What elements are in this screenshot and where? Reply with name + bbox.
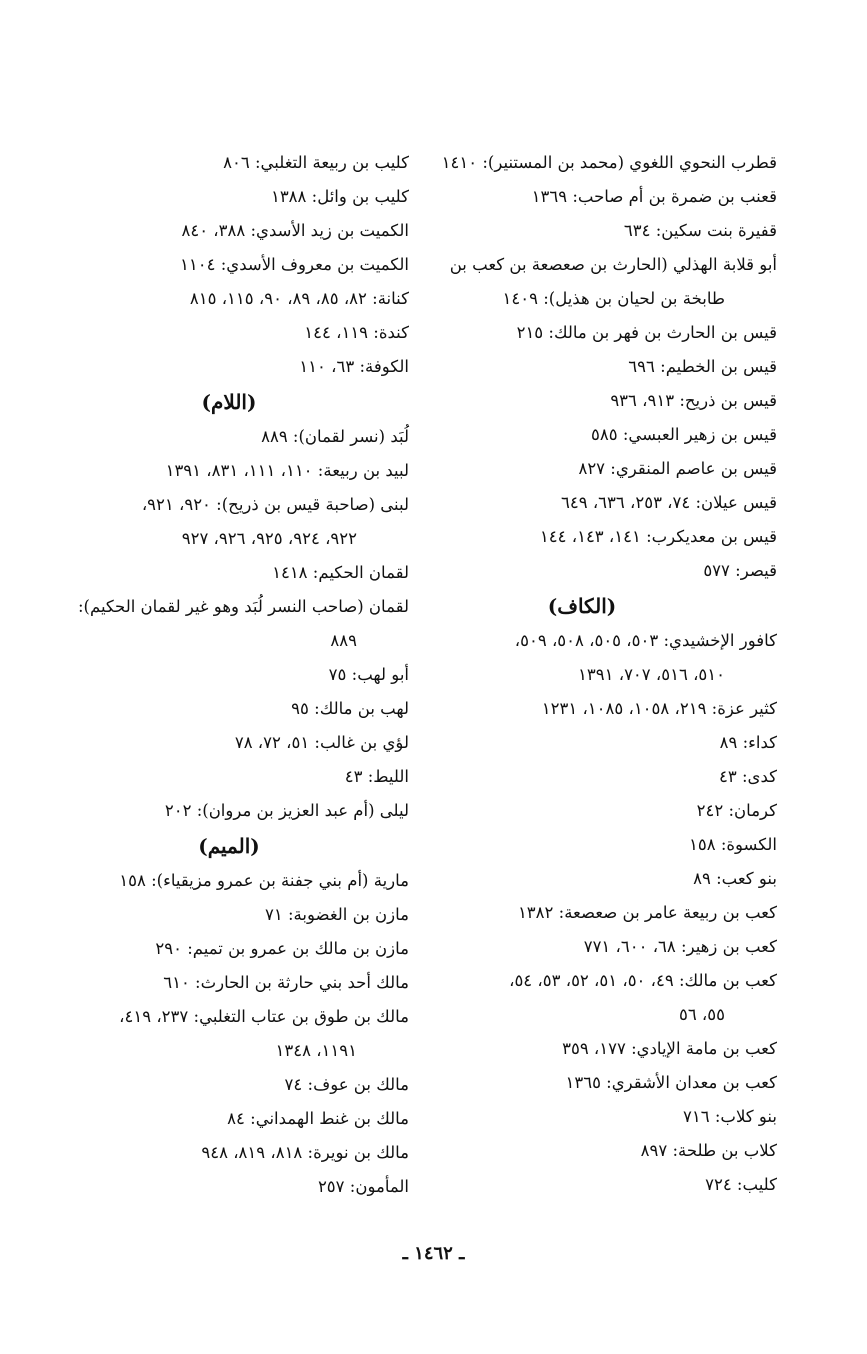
index-entry: كلاب بن طلحة: ٨٩٧ bbox=[640, 1141, 777, 1160]
index-entry-continuation: ٥١٠، ٥١٦، ٧٠٧، ١٣٩١ bbox=[578, 665, 725, 684]
index-entry-continuation: طابخة بن لحيان بن هذيل): ١٤٠٩ bbox=[502, 289, 725, 308]
index-entry: لقمان (صاحب النسر لُبَد وهو غير لقمان الحكيم): bbox=[77, 597, 409, 616]
index-entry: المأمون: ٢٥٧ bbox=[317, 1177, 409, 1196]
index-entry: كعب بن مامة الإيادي: ١٧٧، ٣٥٩ bbox=[562, 1039, 777, 1058]
index-entry: مالك بن نويرة: ٨١٨، ٨١٩، ٩٤٨ bbox=[201, 1143, 409, 1162]
index-entry: أبو لهب: ٧٥ bbox=[328, 665, 409, 684]
index-entry: كداء: ٨٩ bbox=[719, 733, 777, 752]
index-entry: لُبَد (نسر لقمان): ٨٨٩ bbox=[261, 427, 409, 446]
index-entry: كعب بن ربيعة عامر بن صعصعة: ١٣٨٢ bbox=[517, 903, 777, 922]
index-entry: قعنب بن ضمرة بن أم صاحب: ١٣٦٩ bbox=[531, 187, 777, 206]
index-entry: مارية (أم بني جفنة بن عمرو مزيقياء): ١٥٨ bbox=[119, 871, 409, 890]
index-entry: كثير عزة: ٢١٩، ١٠٥٨، ١٠٨٥، ١٢٣١ bbox=[541, 699, 777, 718]
index-entry: كافور الإخشيدي: ٥٠٣، ٥٠٥، ٥٠٨، ٥٠٩، bbox=[514, 631, 777, 650]
index-entry: مالك بن طوق بن عتاب التغلبي: ٢٣٧، ٤١٩، bbox=[119, 1007, 409, 1026]
index-column-left bbox=[49, 146, 409, 1204]
index-entry: كدى: ٤٣ bbox=[719, 767, 777, 786]
index-entry: الكميت بن معروف الأسدي: ١١٠٤ bbox=[180, 255, 409, 274]
index-entry: لقمان الحكيم: ١٤١٨ bbox=[272, 563, 409, 582]
index-entry: الكسوة: ١٥٨ bbox=[688, 835, 777, 854]
index-entry: قطرب النحوي اللغوي (محمد بن المستنير): ١٤١٠ bbox=[441, 153, 777, 172]
section-heading: (اللام) bbox=[201, 390, 257, 414]
index-entry: قيس بن زهير العبسي: ٥٨٥ bbox=[591, 425, 777, 444]
index-entry: كنانة: ٨٢، ٨٥، ٨٩، ٩٠، ١١٥، ٨١٥ bbox=[189, 289, 409, 308]
index-entry: مالك بن عوف: ٧٤ bbox=[284, 1075, 409, 1094]
index-entry: أبو قلابة الهذلي (الحارث بن صعصعة بن كعب بن bbox=[449, 255, 777, 274]
index-entry: بنو كعب: ٨٩ bbox=[693, 869, 777, 888]
index-entry: لبنى (صاحبة قيس بن ذريح): ٩٢٠، ٩٢١، bbox=[141, 495, 409, 514]
index-entry: الكوفة: ٦٣، ١١٠ bbox=[299, 357, 409, 376]
index-entry: مالك بن غنط الهمداني: ٨٤ bbox=[227, 1109, 409, 1128]
index-entry: قيس بن معديكرب: ١٤١، ١٤٣، ١٤٤ bbox=[539, 527, 777, 546]
index-entry-continuation: ٨٨٩ bbox=[330, 631, 357, 650]
index-entry: لؤي بن غالب: ٥١، ٧٢، ٧٨ bbox=[234, 733, 409, 752]
index-entry: قيس بن عاصم المنقري: ٨٢٧ bbox=[578, 459, 777, 478]
index-entry: الليط: ٤٣ bbox=[344, 767, 409, 786]
index-entry: كرمان: ٢٤٢ bbox=[696, 801, 777, 820]
index-entry: الكميت بن زيد الأسدي: ٣٨٨، ٨٤٠ bbox=[181, 221, 409, 240]
index-column-right bbox=[387, 146, 777, 1202]
index-entry: قيس عيلان: ٧٤، ٢٥٣، ٦٣٦، ٦٤٩ bbox=[561, 493, 777, 512]
index-entry: قيس بن الحارث بن فهر بن مالك: ٢١٥ bbox=[516, 323, 777, 342]
index-entry: قيس بن ذريح: ٩١٣، ٩٣٦ bbox=[610, 391, 777, 410]
index-entry: لبيد بن ربيعة: ١١٠، ١١١، ٨٣١، ١٣٩١ bbox=[165, 461, 409, 480]
index-entry: مالك أحد بني حارثة بن الحارث: ٦١٠ bbox=[163, 973, 409, 992]
index-entry-continuation: ١١٩١، ١٣٤٨ bbox=[275, 1041, 357, 1060]
index-entry: قيس بن الخطيم: ٦٩٦ bbox=[628, 357, 777, 376]
index-entry: مازن بن الغضوبة: ٧١ bbox=[265, 905, 409, 924]
index-entry: كعب بن معدان الأشقري: ١٣٦٥ bbox=[565, 1073, 777, 1092]
index-entry: كليب بن وائل: ١٣٨٨ bbox=[270, 187, 409, 206]
index-entry: كليب بن ربيعة التغلبي: ٨٠٦ bbox=[223, 153, 409, 172]
index-entry: ليلى (أم عبد العزيز بن مروان): ٢٠٢ bbox=[164, 801, 409, 820]
page-number: ـ ١٤٦٢ ـ bbox=[402, 1243, 465, 1264]
index-entry: مازن بن مالك بن عمرو بن تميم: ٢٩٠ bbox=[155, 939, 409, 958]
index-entry: كندة: ١١٩، ١٤٤ bbox=[304, 323, 409, 342]
section-heading: (الميم) bbox=[198, 834, 260, 858]
index-entry: بنو كلاب: ٧١٦ bbox=[683, 1107, 777, 1126]
index-entry: كليب: ٧٢٤ bbox=[705, 1175, 777, 1194]
index-entry: لهب بن مالك: ٩٥ bbox=[291, 699, 409, 718]
index-entry: قيصر: ٥٧٧ bbox=[703, 561, 777, 580]
index-entry-continuation: ٥٥، ٥٦ bbox=[678, 1005, 725, 1024]
index-entry: كعب بن مالك: ٤٩، ٥٠، ٥١، ٥٢، ٥٣، ٥٤، bbox=[509, 971, 777, 990]
index-entry-continuation: ٩٢٢، ٩٢٤، ٩٢٥، ٩٢٦، ٩٢٧ bbox=[181, 529, 357, 548]
index-entry: قفيرة بنت سكين: ٦٣٤ bbox=[623, 221, 777, 240]
section-heading: (الكاف) bbox=[547, 594, 617, 618]
index-entry: كعب بن زهير: ٦٨، ٦٠٠، ٧٧١ bbox=[583, 937, 777, 956]
